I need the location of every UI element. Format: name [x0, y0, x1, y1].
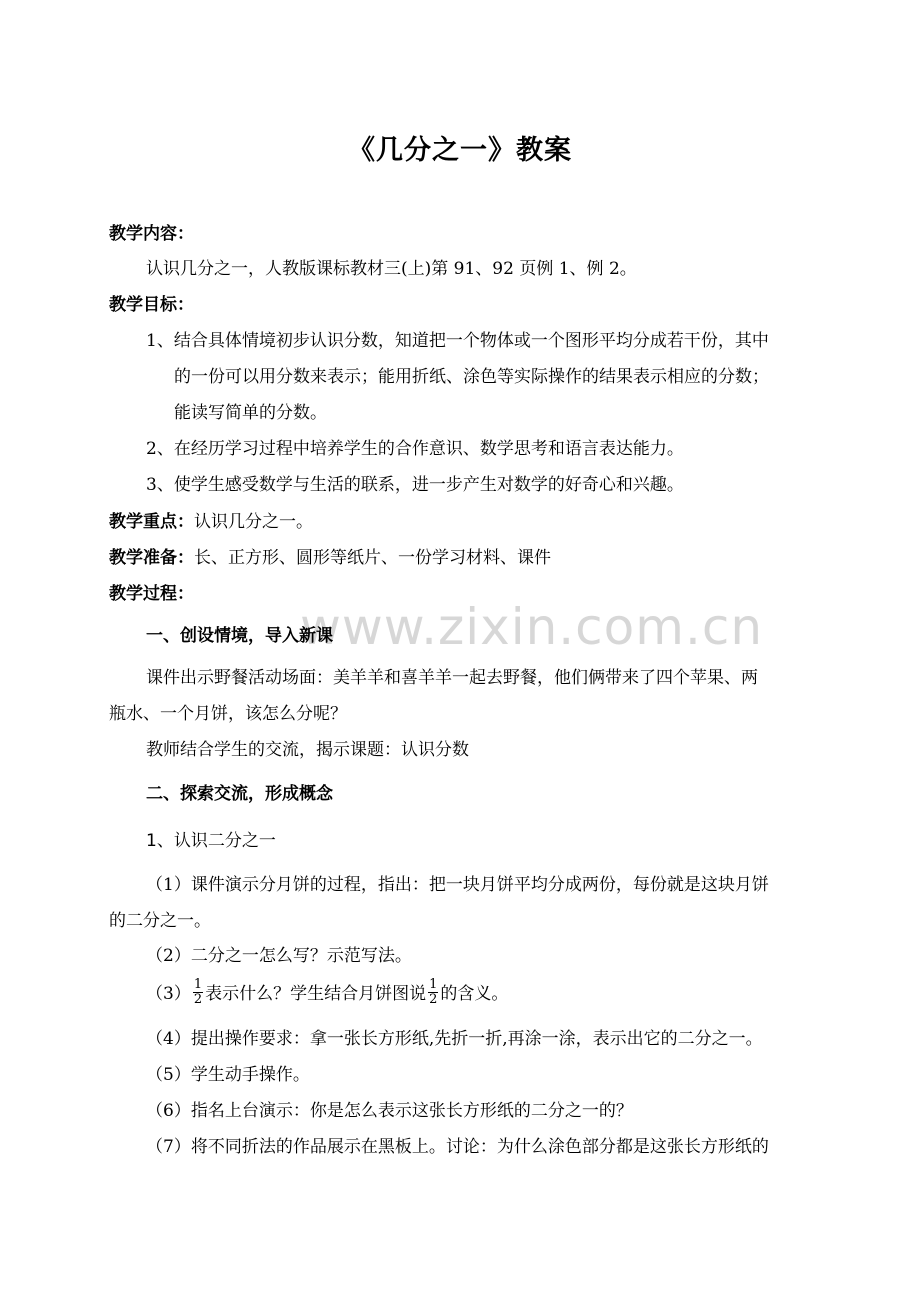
objective-2: 2、在经历学习过程中培养学生的合作意识、数学思考和语言表达能力。 [146, 439, 684, 459]
key-point-label: 教学重点： [109, 512, 194, 532]
step-1-line-1: （1）课件演示分月饼的过程，指出：把一块月饼平均分成两份，每份就是这块月饼 [146, 875, 769, 895]
step-3-mid: 表示什么？学生结合月饼图说 [205, 984, 427, 1004]
preparation [109, 546, 551, 570]
step-2: （2）二分之一怎么写？示范写法。 [146, 946, 412, 966]
step-4: （4）提出操作要求：拿一张长方形纸,先折一折,再涂一涂，表示出它的二分之一。 [146, 1029, 763, 1049]
preparation-label: 教学准备： [109, 548, 194, 568]
fraction-one-half-2 [428, 978, 438, 1007]
preparation-text: 长、正方形、圆形等纸片、一份学习材料、课件 [194, 548, 551, 568]
key-point-text: 认识几分之一。 [194, 512, 313, 532]
section-1-para-2: 教师结合学生的交流，揭示课题：认识分数 [146, 740, 469, 760]
section-1-para-1-line-1: 课件出示野餐活动场面：美羊羊和喜羊羊一起去野餐，他们俩带来了四个苹果、两 [146, 668, 758, 688]
fraction-one-half [193, 978, 203, 1007]
step-7: （7）将不同折法的作品展示在黑板上。讨论：为什么涂色部分都是这张长方形纸的 [146, 1137, 769, 1157]
section-1-para-1-line-2: 瓶水、一个月饼，该怎么分呢？ [109, 704, 347, 724]
step-3-suffix: 的含义。 [440, 984, 509, 1004]
section-1-heading: 一、创设情境，导入新课 [146, 626, 333, 646]
step-3 [146, 977, 509, 1009]
step-6: （6）指名上台演示：你是怎么表示这张长方形纸的二分之一的？ [146, 1101, 633, 1121]
content-text: 认识几分之一，人教版课标教材三(上)第 91、92 页例 1、例 2。 [146, 259, 637, 279]
step-3-prefix: （3） [146, 984, 191, 1004]
objective-3: 3、使学生感受数学与生活的联系，进一步产生对数学的好奇心和兴趣。 [146, 475, 684, 495]
fraction-numerator-2: 1 [429, 977, 438, 992]
objective-1-line-3: 能读写简单的分数。 [174, 403, 327, 423]
fraction-denominator-2: 2 [429, 992, 438, 1007]
fraction-numerator: 1 [193, 977, 203, 992]
content-label: 教学内容： [109, 224, 194, 244]
page-title: 《几分之一》教案 [348, 135, 572, 166]
section-2-heading: 二、探索交流，形成概念 [146, 784, 333, 804]
step-1-line-2: 的二分之一。 [109, 911, 211, 931]
step-5: （5）学生动手操作。 [146, 1065, 310, 1085]
watermark: www.zixin.com.cn [300, 598, 764, 656]
objective-1-line-1: 1、结合具体情境初步认识分数，知道把一个物体或一个图形平均分成若干份，其中 [146, 331, 769, 351]
objective-1-line-2: 的一份可以用分数来表示；能用折纸、涂色等实际操作的结果表示相应的分数； [174, 367, 769, 387]
fraction-denominator: 2 [193, 992, 203, 1007]
section-2-sub-1: 1、认识二分之一 [146, 831, 276, 851]
objectives-label: 教学目标： [109, 295, 194, 315]
key-point [109, 510, 313, 534]
process-label: 教学过程： [109, 584, 194, 604]
